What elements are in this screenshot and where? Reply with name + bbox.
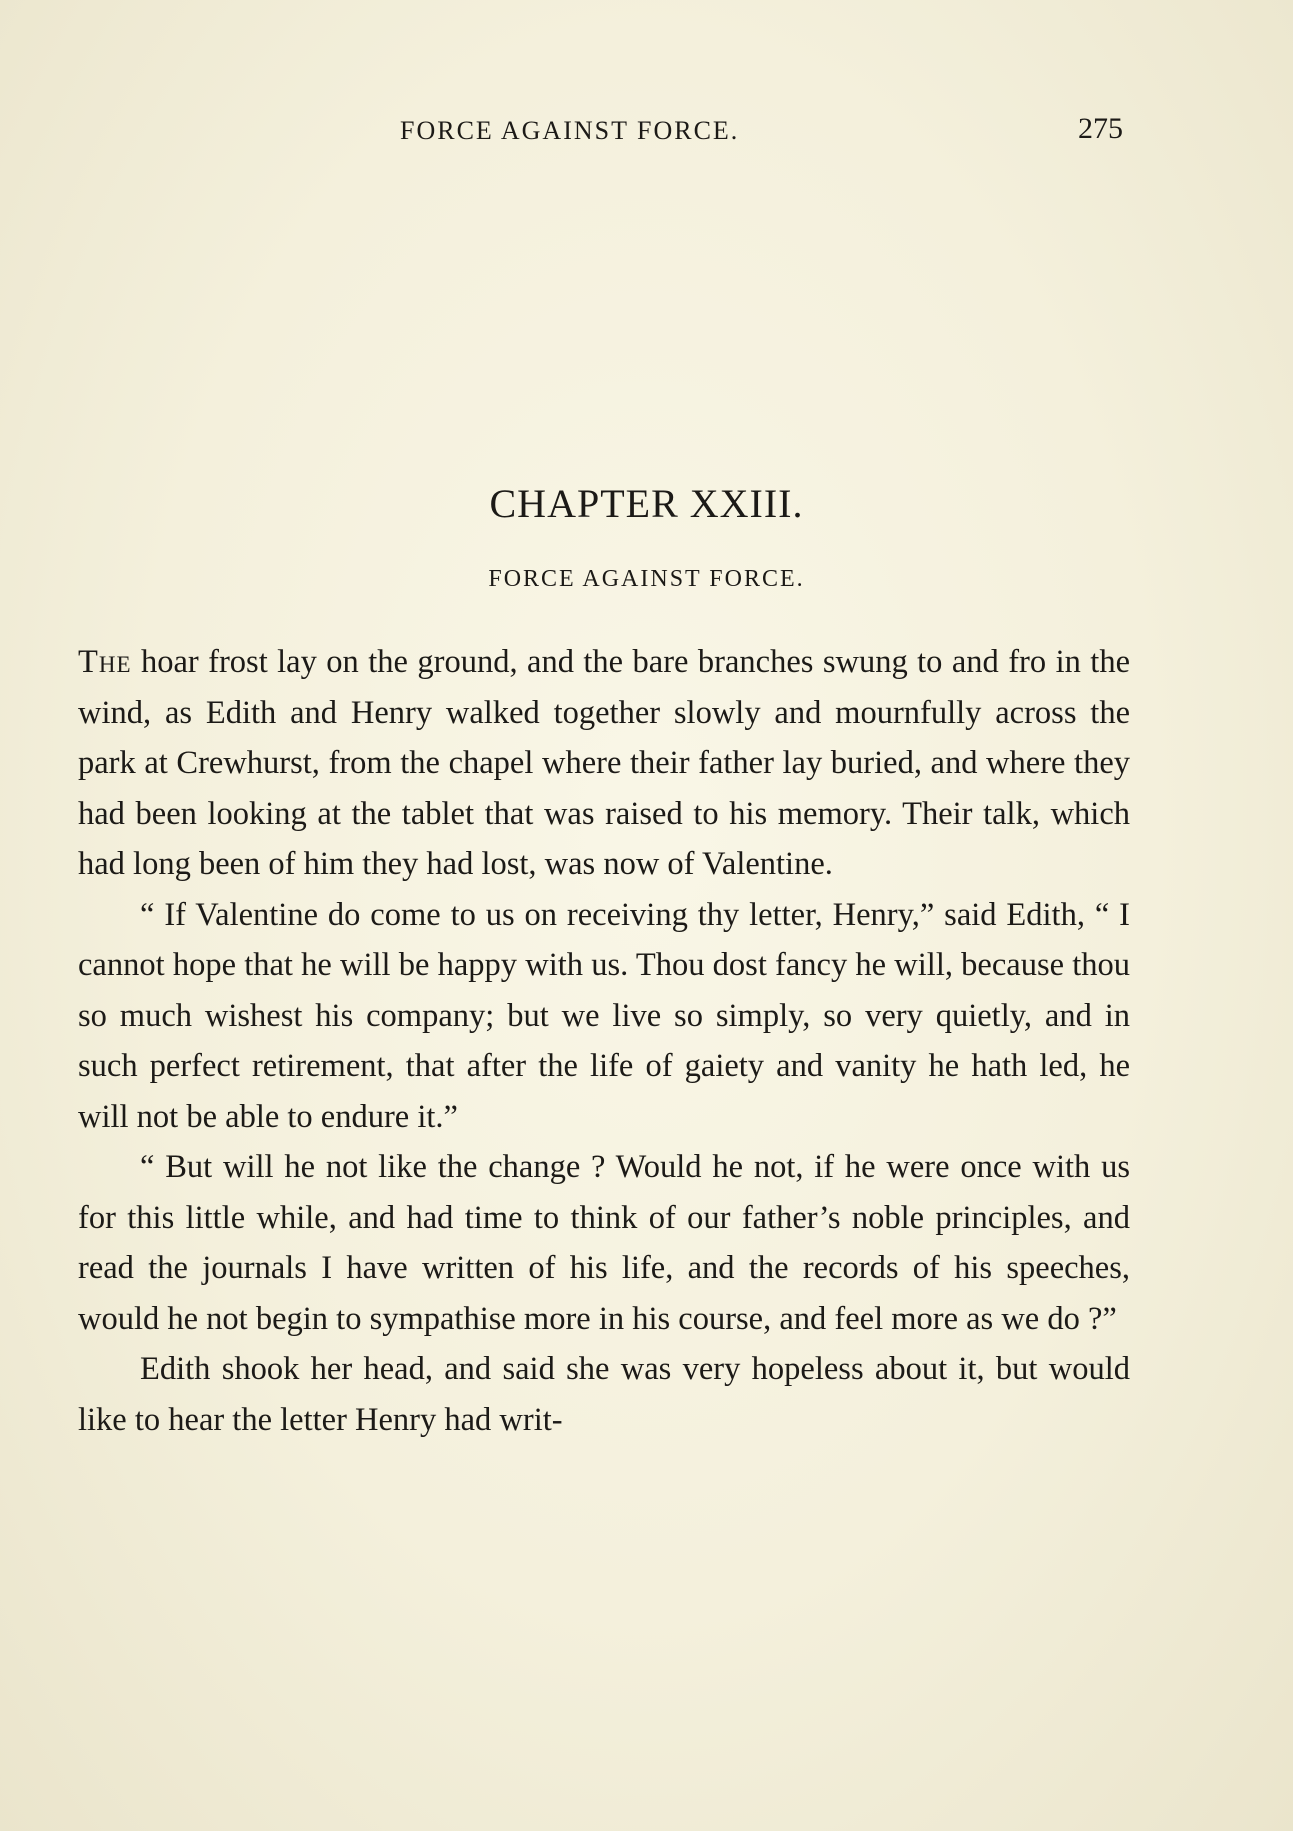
paragraph-3: “ But will he not like the change ? Would he not, if he were once with us for this little while, and had time to think of our father’s noble principles, and read the journals I have written of his life, and the records of his speeches, would he not begin to sympathise more in his course, and feel more as we do ?” (78, 1149, 1130, 1337)
running-head (0, 112, 1293, 156)
chapter-subtitle: FORCE AGAINST FORCE. (488, 566, 805, 592)
paragraph-text: hoar frost lay on the ground, and the bare branches swung to and fro in the wind, as Edith and Henry walked together slowly and mournfully across the park at Crewhurst, from the chapel where their father lay buried, and where they had been looking at the tablet that was raised to his memory. Their talk, which had long been of him they had lost, was now of Valentine. (78, 644, 1130, 882)
body-text (78, 637, 1130, 1445)
paragraph-1 (78, 637, 1130, 890)
running-title: FORCE AGAINST FORCE. (400, 116, 740, 145)
paragraph-4: Edith shook her head, and said she was very hopeless about it, but would like to hear the letter Henry had writ- (78, 1351, 1130, 1438)
paragraph-2: “ If Valentine do come to us on receiving thy letter, Henry,” said Edith, “ I cannot hope that he will be happy with us. Thou dost fancy he will, because thou so much wishest his company; but we live so simply, so very quietly, and in such perfect retirement, that after the life of gaiety and vanity he hath led, he will not be able to endure it.” (78, 896, 1130, 1135)
chapter-title: CHAPTER XXIII. (489, 481, 804, 526)
page-number: 275 (1078, 112, 1123, 145)
paragraph-lead-word: The (78, 644, 132, 680)
